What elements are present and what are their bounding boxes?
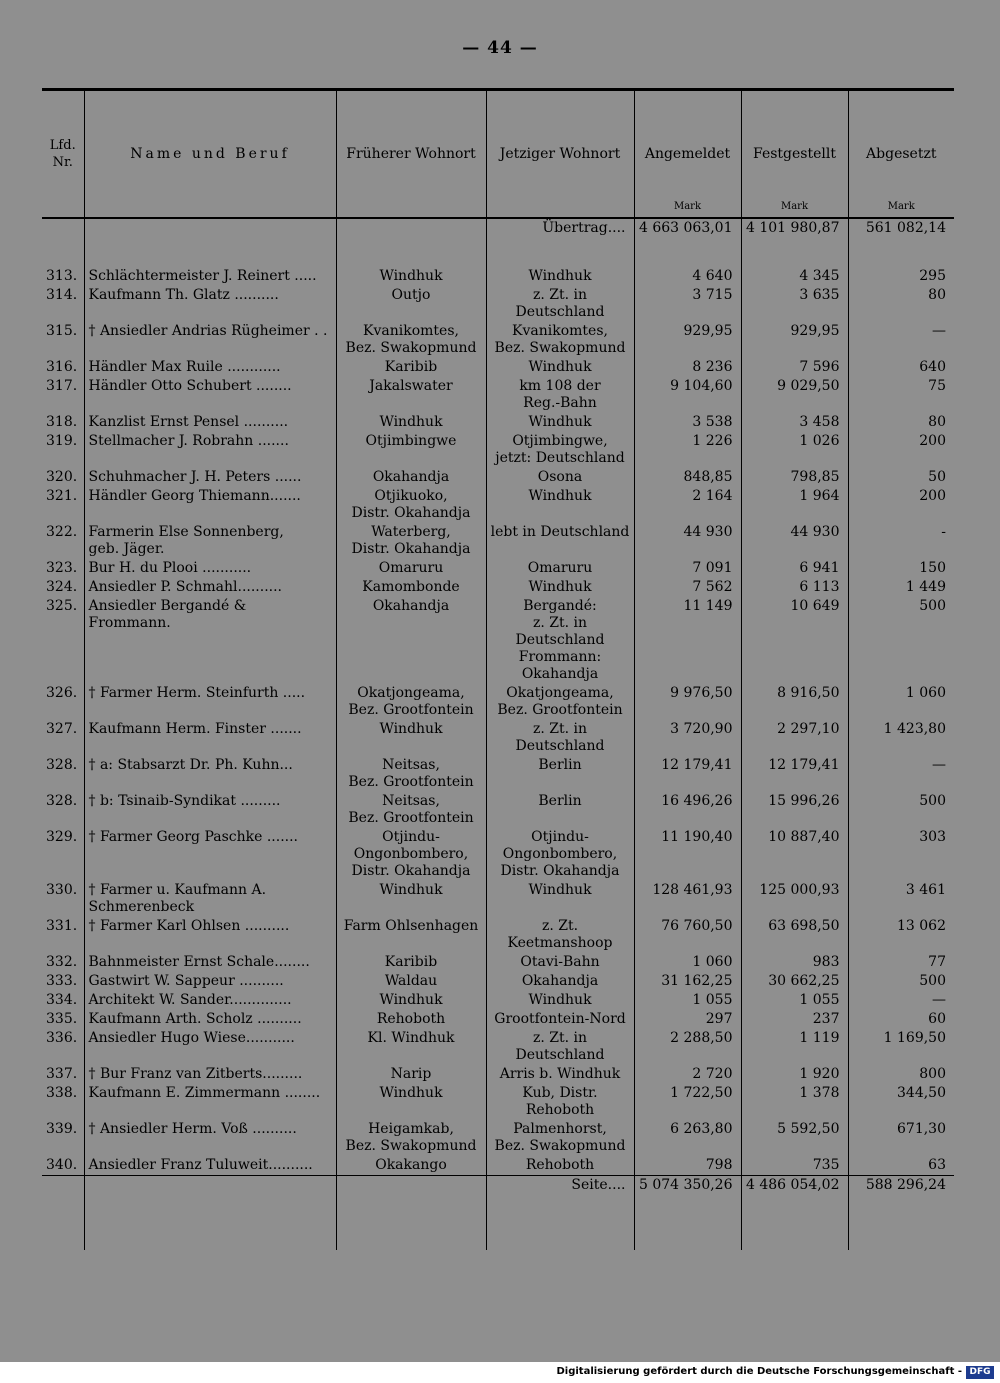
row-previous-residence: Okatjongeama, Bez. Grootfontein (336, 684, 486, 720)
row-previous-residence: Kamombonde (336, 578, 486, 597)
row-name: Ansiedler P. Schmahl.......... (84, 578, 336, 597)
row-current-residence: Berlin (486, 792, 634, 828)
row-deducted: 800 (848, 1065, 954, 1084)
row-current-residence: lebt in Deutschland (486, 523, 634, 559)
row-deducted: 1 449 (848, 578, 954, 597)
row-announced: 1 722,50 (634, 1084, 741, 1120)
row-deducted: — (848, 991, 954, 1010)
row-fixed: 929,95 (741, 322, 848, 358)
table-row (42, 578, 954, 597)
row-announced: 9 976,50 (634, 684, 741, 720)
row-fixed: 5 592,50 (741, 1120, 848, 1156)
row-previous-residence: Karibib (336, 358, 486, 377)
row-previous-residence: Neitsas, Bez. Grootfontein (336, 756, 486, 792)
table-row (42, 792, 954, 828)
row-name: † Farmer Karl Ohlsen .......... (84, 917, 336, 953)
table-row (42, 358, 954, 377)
row-fixed: 1 026 (741, 432, 848, 468)
row-fixed: 30 662,25 (741, 972, 848, 991)
header-current-residence: Jetziger Wohnort (486, 90, 634, 219)
row-number: 333. (46, 973, 78, 989)
digitization-credit: Digitalisierung gefördert durch die Deutsche Forschungsgemeinschaft - (556, 1366, 962, 1377)
row-previous-residence: Okahandja (336, 468, 486, 487)
row-name: Händler Otto Schubert ........ (84, 377, 336, 413)
row-announced: 1 226 (634, 432, 741, 468)
row-announced: 297 (634, 1010, 741, 1029)
row-current-residence: Windhuk (486, 358, 634, 377)
table-row (42, 1156, 954, 1176)
row-announced: 929,95 (634, 322, 741, 358)
row-current-residence: Otjindu- Ongonbombero, Distr. Okahandja (486, 828, 634, 881)
row-deducted: 500 (848, 597, 954, 684)
row-announced: 11 190,40 (634, 828, 741, 881)
row-fixed: 10 649 (741, 597, 848, 684)
claims-table (42, 88, 954, 1250)
row-deducted: 80 (848, 413, 954, 432)
carry-over-fixed: 4 101 980,87 (741, 218, 848, 267)
row-number: 313. (46, 268, 78, 284)
row-name: Kaufmann E. Zimmermann ........ (84, 1084, 336, 1120)
row-deducted: 50 (848, 468, 954, 487)
table-row (42, 720, 954, 756)
row-number: 338. (46, 1085, 78, 1101)
row-previous-residence: Kl. Windhuk (336, 1029, 486, 1065)
row-number: 316. (46, 359, 78, 375)
row-previous-residence: Narip (336, 1065, 486, 1084)
row-announced: 2 164 (634, 487, 741, 523)
row-fixed: 798,85 (741, 468, 848, 487)
row-previous-residence: Windhuk (336, 267, 486, 286)
page-number: — 44 — (462, 38, 538, 58)
row-current-residence: Okahandja (486, 972, 634, 991)
row-name: † Ansiedler Andrias Rügheimer . . (84, 322, 336, 358)
unit-label: Mark (673, 201, 702, 212)
row-deducted: 13 062 (848, 917, 954, 953)
page-total-deducted: 588 296,24 (848, 1176, 954, 1213)
row-previous-residence: Karibib (336, 953, 486, 972)
row-number: 335. (46, 1011, 78, 1027)
header-deducted: Abgesetzt Mark (848, 90, 954, 219)
row-announced: 11 149 (634, 597, 741, 684)
row-announced: 76 760,50 (634, 917, 741, 953)
row-deducted: 344,50 (848, 1084, 954, 1120)
row-number: 325. (46, 598, 78, 614)
row-previous-residence: Rehoboth (336, 1010, 486, 1029)
row-deducted: 75 (848, 377, 954, 413)
row-deducted: 150 (848, 559, 954, 578)
row-announced: 12 179,41 (634, 756, 741, 792)
table-row (42, 468, 954, 487)
page-total-label: Seite.... (486, 1176, 634, 1213)
row-announced: 8 236 (634, 358, 741, 377)
row-previous-residence: Okahandja (336, 597, 486, 684)
row-previous-residence: Heigamkab, Bez. Swakopmund (336, 1120, 486, 1156)
row-fixed: 3 635 (741, 286, 848, 322)
row-name: Bahnmeister Ernst Schale........ (84, 953, 336, 972)
row-name: Schlächtermeister J. Reinert ..... (84, 267, 336, 286)
row-fixed: 9 029,50 (741, 377, 848, 413)
row-deducted: 1 423,80 (848, 720, 954, 756)
row-deducted: 640 (848, 358, 954, 377)
row-previous-residence: Windhuk (336, 991, 486, 1010)
row-previous-residence: Windhuk (336, 1084, 486, 1120)
row-fixed: 1 119 (741, 1029, 848, 1065)
row-announced: 7 091 (634, 559, 741, 578)
row-current-residence: Windhuk (486, 413, 634, 432)
row-number: 326. (46, 685, 78, 701)
page-total-row (42, 1176, 954, 1213)
row-previous-residence: Neitsas, Bez. Grootfontein (336, 792, 486, 828)
row-deducted: 60 (848, 1010, 954, 1029)
row-current-residence: Omaruru (486, 559, 634, 578)
row-number: 321. (46, 488, 78, 504)
header-fixed: Festgestellt Mark (741, 90, 848, 219)
table-row (42, 1065, 954, 1084)
row-number: 323. (46, 560, 78, 576)
row-current-residence: Windhuk (486, 578, 634, 597)
table-row (42, 559, 954, 578)
row-name: Ansiedler Franz Tuluweit.......... (84, 1156, 336, 1176)
row-announced: 3 538 (634, 413, 741, 432)
header-previous-residence: Früherer Wohnort (336, 90, 486, 219)
unit-label: Mark (780, 201, 809, 212)
row-deducted: 77 (848, 953, 954, 972)
row-announced: 2 288,50 (634, 1029, 741, 1065)
row-deducted: — (848, 756, 954, 792)
row-previous-residence: Jakalswater (336, 377, 486, 413)
table-row (42, 322, 954, 358)
carry-over-label: Übertrag.... (486, 218, 634, 267)
table-row (42, 828, 954, 881)
table-row (42, 756, 954, 792)
row-previous-residence: Otjindu- Ongonbombero, Distr. Okahandja (336, 828, 486, 881)
row-name: † Farmer Georg Paschke ....... (84, 828, 336, 881)
table-row (42, 286, 954, 322)
row-name: † Farmer u. Kaufmann A. Schmerenbeck (84, 881, 336, 917)
row-deducted: 63 (848, 1156, 954, 1176)
row-current-residence: z. Zt. in Deutschland (486, 286, 634, 322)
row-fixed: 7 596 (741, 358, 848, 377)
row-name: Händler Max Ruile ............ (84, 358, 336, 377)
row-number: 324. (46, 579, 78, 595)
table-row (42, 597, 954, 684)
row-fixed: 63 698,50 (741, 917, 848, 953)
table-row (42, 684, 954, 720)
row-previous-residence: Windhuk (336, 413, 486, 432)
row-deducted: 80 (848, 286, 954, 322)
row-name: Architekt W. Sander.............. (84, 991, 336, 1010)
row-number: 319. (46, 433, 78, 449)
row-number: 328. (46, 793, 78, 809)
row-announced: 6 263,80 (634, 1120, 741, 1156)
table-row (42, 953, 954, 972)
row-current-residence: Kub, Distr. Rehoboth (486, 1084, 634, 1120)
row-announced: 16 496,26 (634, 792, 741, 828)
row-current-residence: Rehoboth (486, 1156, 634, 1176)
row-number: 320. (46, 469, 78, 485)
row-deducted: 303 (848, 828, 954, 881)
row-current-residence: z. Zt. in Deutschland (486, 720, 634, 756)
row-number: 339. (46, 1121, 78, 1137)
row-number: 314. (46, 287, 78, 303)
table-row (42, 881, 954, 917)
table-row (42, 432, 954, 468)
row-name: † Bur Franz van Zitberts......... (84, 1065, 336, 1084)
table-row (42, 523, 954, 559)
row-previous-residence: Windhuk (336, 881, 486, 917)
row-current-residence: Osona (486, 468, 634, 487)
blank-row (42, 1212, 954, 1250)
row-fixed: 1 920 (741, 1065, 848, 1084)
table-row (42, 1010, 954, 1029)
row-current-residence: Otavi-Bahn (486, 953, 634, 972)
row-fixed: 735 (741, 1156, 848, 1176)
row-deducted: 671,30 (848, 1120, 954, 1156)
row-announced: 44 930 (634, 523, 741, 559)
row-previous-residence: Outjo (336, 286, 486, 322)
row-announced: 128 461,93 (634, 881, 741, 917)
row-previous-residence: Omaruru (336, 559, 486, 578)
row-name: † Ansiedler Herm. Voß .......... (84, 1120, 336, 1156)
page-total-fixed: 4 486 054,02 (741, 1176, 848, 1213)
unit-label: Mark (887, 201, 915, 212)
row-current-residence: z. Zt. Keetmanshoop (486, 917, 634, 953)
row-number: 317. (46, 378, 78, 394)
header-nr: Lfd. Nr. (42, 90, 84, 219)
row-name: † a: Stabsarzt Dr. Ph. Kuhn... (84, 756, 336, 792)
table-row (42, 917, 954, 953)
row-previous-residence: Okakango (336, 1156, 486, 1176)
page-total-announced: 5 074 350,26 (634, 1176, 741, 1213)
row-fixed: 44 930 (741, 523, 848, 559)
row-fixed: 2 297,10 (741, 720, 848, 756)
row-number: 336. (46, 1030, 78, 1046)
row-name: Ansiedler Bergandé & Frommann. (84, 597, 336, 684)
row-deducted: 1 169,50 (848, 1029, 954, 1065)
row-current-residence: Windhuk (486, 267, 634, 286)
row-announced: 3 720,90 (634, 720, 741, 756)
table-row (42, 413, 954, 432)
row-name: Farmerin Else Sonnenberg, geb. Jäger. (84, 523, 336, 559)
row-fixed: 15 996,26 (741, 792, 848, 828)
row-previous-residence: Waldau (336, 972, 486, 991)
row-previous-residence: Farm Ohlsenhagen (336, 917, 486, 953)
table-row (42, 1120, 954, 1156)
row-current-residence: Berlin (486, 756, 634, 792)
carry-over-deducted: 561 082,14 (848, 218, 954, 267)
row-name: Schuhmacher J. H. Peters ...... (84, 468, 336, 487)
row-name: † b: Tsinaib-Syndikat ......... (84, 792, 336, 828)
row-deducted: 200 (848, 432, 954, 468)
table-row (42, 377, 954, 413)
row-number: 327. (46, 721, 78, 737)
row-current-residence: z. Zt. in Deutschland (486, 1029, 634, 1065)
row-announced: 7 562 (634, 578, 741, 597)
row-fixed: 6 113 (741, 578, 848, 597)
row-previous-residence: Windhuk (336, 720, 486, 756)
row-previous-residence: Otjimbingwe (336, 432, 486, 468)
row-deducted: 200 (848, 487, 954, 523)
row-current-residence: Kvanikomtes, Bez. Swakopmund (486, 322, 634, 358)
row-deducted: 295 (848, 267, 954, 286)
dfg-logo: DFG (966, 1366, 994, 1379)
row-current-residence: Windhuk (486, 991, 634, 1010)
row-current-residence: Grootfontein-Nord (486, 1010, 634, 1029)
row-number: 322. (46, 524, 78, 540)
row-current-residence: Otjimbingwe, jetzt: Deutschland (486, 432, 634, 468)
carry-over-announced: 4 663 063,01 (634, 218, 741, 267)
row-name: Händler Georg Thiemann....... (84, 487, 336, 523)
table-row (42, 972, 954, 991)
row-number: 318. (46, 414, 78, 430)
row-fixed: 983 (741, 953, 848, 972)
row-number: 329. (46, 829, 78, 845)
row-announced: 2 720 (634, 1065, 741, 1084)
row-name: † Farmer Herm. Steinfurth ..... (84, 684, 336, 720)
header-announced: Angemeldet Mark (634, 90, 741, 219)
table-row (42, 1084, 954, 1120)
row-current-residence: km 108 der Reg.-Bahn (486, 377, 634, 413)
row-announced: 1 060 (634, 953, 741, 972)
row-number: 330. (46, 882, 78, 898)
row-fixed: 1 378 (741, 1084, 848, 1120)
row-current-residence: Okatjongeama, Bez. Grootfontein (486, 684, 634, 720)
row-name: Ansiedler Hugo Wiese........... (84, 1029, 336, 1065)
row-announced: 31 162,25 (634, 972, 741, 991)
row-fixed: 8 916,50 (741, 684, 848, 720)
row-announced: 848,85 (634, 468, 741, 487)
row-fixed: 1 055 (741, 991, 848, 1010)
row-name: Gastwirt W. Sappeur .......... (84, 972, 336, 991)
carry-over-row (42, 218, 954, 267)
row-number: 340. (46, 1157, 78, 1173)
table-row (42, 487, 954, 523)
row-current-residence: Arris b. Windhuk (486, 1065, 634, 1084)
row-fixed: 12 179,41 (741, 756, 848, 792)
row-name: Bur H. du Plooi ........... (84, 559, 336, 578)
row-number: 332. (46, 954, 78, 970)
row-name: Kanzlist Ernst Pensel .......... (84, 413, 336, 432)
row-current-residence: Palmenhorst, Bez. Swakopmund (486, 1120, 634, 1156)
row-deducted: 3 461 (848, 881, 954, 917)
row-number: 315. (46, 323, 78, 339)
row-fixed: 4 345 (741, 267, 848, 286)
row-fixed: 10 887,40 (741, 828, 848, 881)
header-name: Name und Beruf (84, 90, 336, 219)
row-deducted: 500 (848, 972, 954, 991)
header-row (42, 90, 954, 219)
row-deducted: 1 060 (848, 684, 954, 720)
row-fixed: 125 000,93 (741, 881, 848, 917)
row-current-residence: Windhuk (486, 881, 634, 917)
row-number: 337. (46, 1066, 78, 1082)
row-previous-residence: Kvanikomtes, Bez. Swakopmund (336, 322, 486, 358)
row-current-residence: Windhuk (486, 487, 634, 523)
row-announced: 798 (634, 1156, 741, 1176)
row-name: Kaufmann Th. Glatz .......... (84, 286, 336, 322)
row-number: 328. (46, 757, 78, 773)
row-fixed: 3 458 (741, 413, 848, 432)
table-row (42, 267, 954, 286)
row-name: Stellmacher J. Robrahn ....... (84, 432, 336, 468)
row-previous-residence: Waterberg, Distr. Okahandja (336, 523, 486, 559)
row-fixed: 6 941 (741, 559, 848, 578)
row-name: Kaufmann Arth. Scholz .......... (84, 1010, 336, 1029)
row-number: 331. (46, 918, 78, 934)
row-announced: 4 640 (634, 267, 741, 286)
table-row (42, 1029, 954, 1065)
row-name: Kaufmann Herm. Finster ....... (84, 720, 336, 756)
row-deducted: - (848, 523, 954, 559)
row-deducted: — (848, 322, 954, 358)
row-fixed: 237 (741, 1010, 848, 1029)
row-fixed: 1 964 (741, 487, 848, 523)
row-number: 334. (46, 992, 78, 1008)
row-announced: 3 715 (634, 286, 741, 322)
row-current-residence: Bergandé: z. Zt. in Deutschland Frommann: Okahandja (486, 597, 634, 684)
table-row (42, 991, 954, 1010)
row-announced: 9 104,60 (634, 377, 741, 413)
row-announced: 1 055 (634, 991, 741, 1010)
row-previous-residence: Otjikuoko, Distr. Okahandja (336, 487, 486, 523)
row-deducted: 500 (848, 792, 954, 828)
